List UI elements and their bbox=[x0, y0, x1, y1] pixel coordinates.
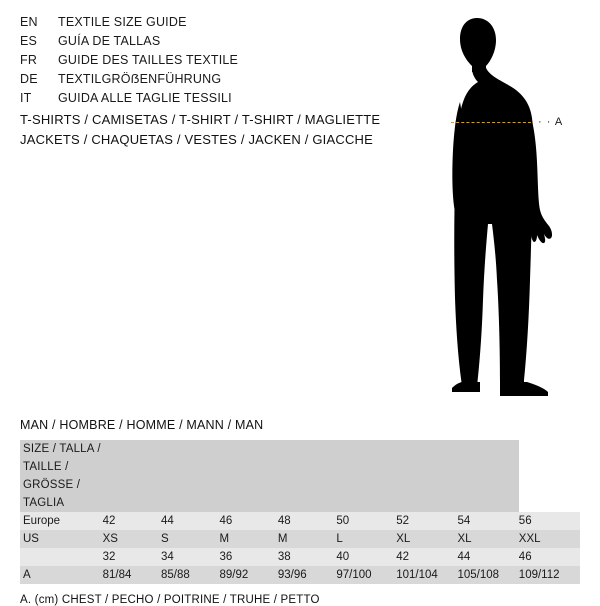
cell: 97/100 bbox=[336, 566, 396, 584]
cell: L bbox=[336, 530, 396, 548]
cell: XXL bbox=[519, 530, 580, 548]
cell: 81/84 bbox=[103, 566, 161, 584]
row-label: Europe bbox=[20, 512, 103, 530]
table-group-title: MAN / HOMBRE / HOMME / MANN / MAN bbox=[20, 418, 264, 432]
row-label: US bbox=[20, 530, 103, 548]
cell: XL bbox=[396, 530, 457, 548]
cell: 56 bbox=[519, 512, 580, 530]
cell: 85/88 bbox=[161, 566, 219, 584]
cell: M bbox=[278, 530, 336, 548]
cell: S bbox=[161, 530, 219, 548]
table-row bbox=[20, 530, 580, 548]
size-table bbox=[20, 440, 580, 584]
category-list bbox=[20, 110, 440, 150]
language-code: DE bbox=[20, 72, 38, 86]
leader-dots: · · bbox=[538, 116, 552, 128]
category-tshirts: T-SHIRTS / CAMISETAS / T-SHIRT / T-SHIRT / MAGLIETTE bbox=[20, 112, 381, 127]
language-row bbox=[20, 34, 420, 53]
chest-measure-leader bbox=[538, 116, 563, 128]
cell: 42 bbox=[396, 548, 457, 566]
cell: 101/104 bbox=[396, 566, 457, 584]
cell: XS bbox=[103, 530, 161, 548]
cell: 109/112 bbox=[519, 566, 580, 584]
table-footnote: A. (cm) CHEST / PECHO / POITRINE / TRUHE / PETTO bbox=[20, 594, 320, 606]
cell: 46 bbox=[519, 548, 580, 566]
cell: 105/108 bbox=[458, 566, 519, 584]
chest-measure-line bbox=[451, 122, 531, 123]
language-code: IT bbox=[20, 91, 32, 105]
cell: M bbox=[219, 530, 277, 548]
cell: 44 bbox=[458, 548, 519, 566]
language-row bbox=[20, 15, 420, 34]
cell: 48 bbox=[278, 512, 336, 530]
language-title: GUIDA ALLE TAGLIE TESSILI bbox=[58, 91, 232, 105]
language-code: EN bbox=[20, 15, 38, 29]
cell: 34 bbox=[161, 548, 219, 566]
table-row bbox=[20, 512, 580, 530]
language-row bbox=[20, 72, 420, 91]
cell: 40 bbox=[336, 548, 396, 566]
body-figure bbox=[400, 10, 600, 400]
table-header-label: SIZE / TALLA / TAILLE / GRÖSSE / TAGLIA bbox=[20, 440, 103, 512]
cell: 93/96 bbox=[278, 566, 336, 584]
language-title: GUÍA DE TALLAS bbox=[58, 34, 161, 48]
chest-measure-label: A bbox=[554, 116, 564, 128]
cell: 89/92 bbox=[219, 566, 277, 584]
cell: 44 bbox=[161, 512, 219, 530]
cell: 42 bbox=[103, 512, 161, 530]
language-code: FR bbox=[20, 53, 38, 67]
row-label: A bbox=[20, 566, 103, 584]
size-table-section bbox=[20, 418, 580, 606]
language-title: TEXTILGRÖẞENFÜHRUNG bbox=[58, 72, 222, 86]
row-label bbox=[20, 548, 103, 566]
language-row bbox=[20, 53, 420, 72]
table-row bbox=[20, 566, 580, 584]
language-title: GUIDE DES TAILLES TEXTILE bbox=[58, 53, 239, 67]
table-header-row bbox=[20, 440, 580, 512]
cell: XL bbox=[458, 530, 519, 548]
cell: 38 bbox=[278, 548, 336, 566]
language-code: ES bbox=[20, 34, 38, 48]
table-row bbox=[20, 548, 580, 566]
male-silhouette-icon bbox=[400, 10, 600, 400]
cell: 52 bbox=[396, 512, 457, 530]
language-title: TEXTILE SIZE GUIDE bbox=[58, 15, 187, 29]
language-list bbox=[20, 15, 420, 110]
language-row bbox=[20, 91, 420, 110]
category-jackets: JACKETS / CHAQUETAS / VESTES / JACKEN / GIACCHE bbox=[20, 132, 374, 147]
cell: 54 bbox=[458, 512, 519, 530]
cell: 36 bbox=[219, 548, 277, 566]
cell: 32 bbox=[103, 548, 161, 566]
cell: 46 bbox=[219, 512, 277, 530]
cell: 50 bbox=[336, 512, 396, 530]
